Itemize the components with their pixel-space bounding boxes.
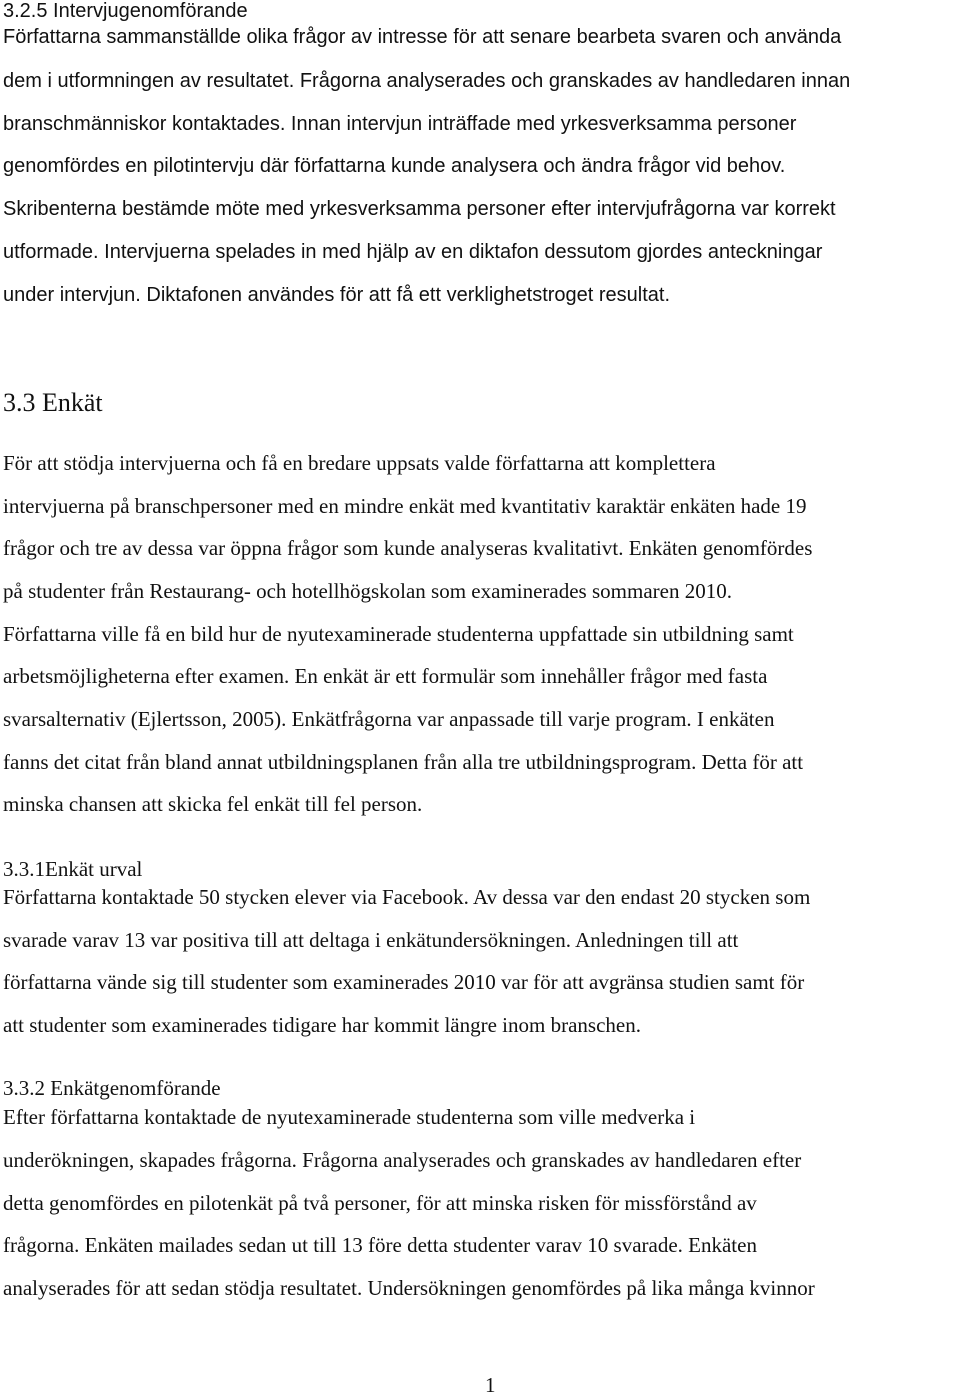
paragraph-line: dem i utformningen av resultatet. Frågorna analyserades och granskades av handledaren innan bbox=[3, 70, 851, 92]
paragraph-line: genomfördes en pilotintervju där författarna kunde analysera och ändra frågor vid behov. bbox=[3, 155, 786, 177]
paragraph-line: fanns det citat från bland annat utbildningsplanen från alla tre utbildningsprogram. Detta för att bbox=[3, 750, 804, 774]
paragraph-line: svarsalternativ (Ejlertsson, 2005). Enkätfrågorna var anpassade till varje program. I enkäten bbox=[3, 707, 775, 731]
paragraph-line: under intervjun. Diktafonen användes för att få ett verklighetstroget resultat. bbox=[3, 284, 671, 306]
paragraph-line: på studenter från Restaurang- och hotellhögskolan som examinerades sommaren 2010. bbox=[3, 579, 732, 603]
paragraph-line: Författarna kontaktade 50 stycken elever via Facebook. Av dessa var den endast 20 stycken som bbox=[3, 885, 811, 909]
page-number: 1 bbox=[485, 1373, 496, 1397]
section-heading-3-2-5: 3.2.5 Intervjugenomförande bbox=[3, 0, 248, 22]
paragraph-line: frågor och tre av dessa var öppna frågor som kunde analyseras kvalitativt. Enkäten genomfördes bbox=[3, 536, 813, 560]
paragraph-line: frågorna. Enkäten mailades sedan ut till 13 före detta studenter varav 10 svarade. Enkäten bbox=[3, 1233, 757, 1257]
paragraph-line: intervjuerna på branschpersoner med en mindre enkät med kvantitativ karaktär enkäten hade 19 bbox=[3, 494, 807, 518]
paragraph-line: detta genomfördes en pilotenkät på två personer, för att minska risken för missförstånd av bbox=[3, 1191, 757, 1215]
section-heading-3-3: 3.3 Enkät bbox=[3, 388, 103, 417]
paragraph-line: svarade varav 13 var positiva till att deltaga i enkätundersökningen. Anledningen till att bbox=[3, 928, 739, 952]
section-heading-3-3-1: 3.3.1Enkät urval bbox=[3, 857, 143, 881]
paragraph-line: minska chansen att skicka fel enkät till fel person. bbox=[3, 792, 423, 816]
paragraph-line: arbetsmöjligheterna efter examen. En enkät är ett formulär som innehåller frågor med fasta bbox=[3, 664, 768, 688]
paragraph-line: analyserades för att sedan stödja resultatet. Undersökningen genomfördes på lika många kvinnor bbox=[3, 1276, 815, 1300]
paragraph-line: Författarna sammanställde olika frågor av intresse för att senare bearbeta svaren och använda bbox=[3, 26, 842, 48]
paragraph-line: Efter författarna kontaktade de nyutexaminerade studenterna som ville medverka i bbox=[3, 1105, 696, 1129]
paragraph-line: För att stödja intervjuerna och få en bredare uppsats valde författarna att komplettera bbox=[3, 451, 716, 475]
paragraph-line: branschmänniskor kontaktades. Innan intervjun inträffade med yrkesverksamma personer bbox=[3, 113, 797, 135]
paragraph-line: Skribenterna bestämde möte med yrkesverksamma personer efter intervjufrågorna var korrekt bbox=[3, 198, 836, 220]
paragraph-line: författarna vände sig till studenter som examinerades 2010 var för att avgränsa studien samt för bbox=[3, 970, 805, 994]
paragraph-line: underökningen, skapades frågorna. Frågorna analyserades och granskades av handledaren efter bbox=[3, 1148, 802, 1172]
section-heading-3-3-2: 3.3.2 Enkätgenomförande bbox=[3, 1076, 221, 1100]
paragraph-line: att studenter som examinerades tidigare har kommit längre inom branschen. bbox=[3, 1013, 641, 1037]
paragraph-line: Författarna ville få en bild hur de nyutexaminerade studenterna uppfattade sin utbildning samt bbox=[3, 622, 794, 646]
paragraph-line: utformade. Intervjuerna spelades in med hjälp av en diktafon dessutom gjordes anteckningar bbox=[3, 241, 823, 263]
